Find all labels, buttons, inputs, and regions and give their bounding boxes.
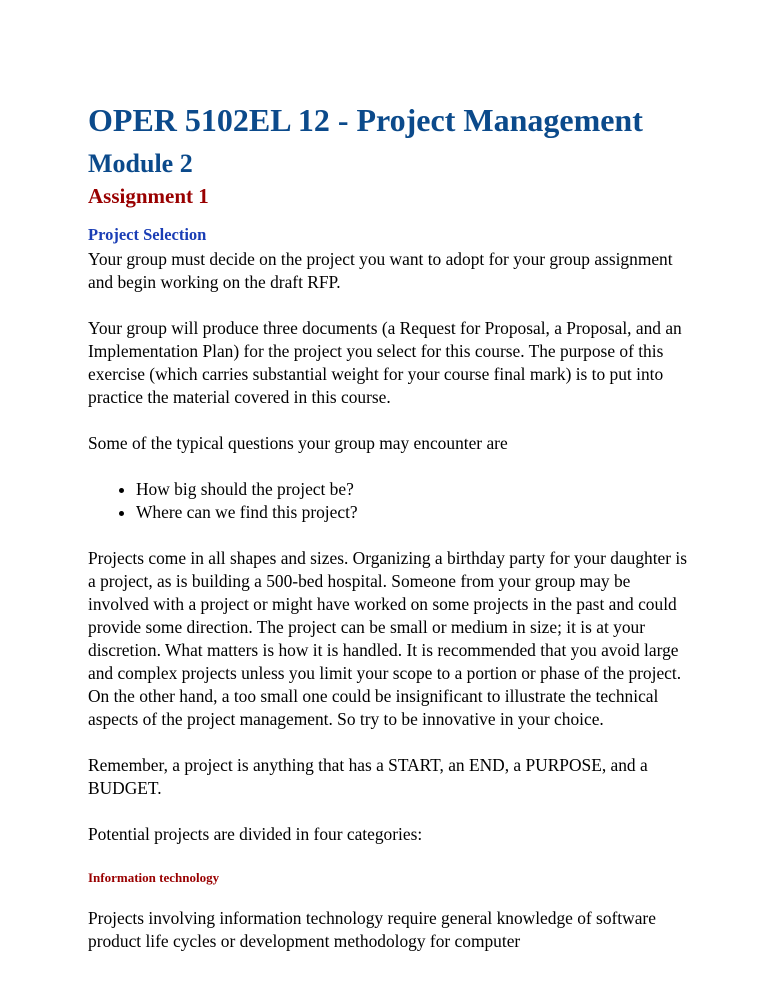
assignment-heading: Assignment 1 [88,184,209,208]
paragraph: Projects involving information technology require general knowledge of software product life cycles or development methodology for computer [88,908,656,951]
paragraph: Remember, a project is anything that has a START, an END, a PURPOSE, and a BUDGET. [88,755,648,798]
document-page [88,100,688,976]
paragraph: Some of the typical questions your group may encounter are [88,433,508,453]
paragraph: Projects come in all shapes and sizes. Organizing a birthday party for your daughter is a project, as is building a 500-bed hospital. Someone from your group may be involved with a project or might have worked on some projects in the past and could provide some direction. The project can be small or medium in size; it is at your discretion. What matters is how it is handled. It is recommended that you avoid large and complex projects unless you limit your scope to a portion or phase of the project. On the other hand, a too small one could be insignificant to illustrate the technical aspects of the project management. So try to be innovative in your choice. [88,548,688,729]
list-item: • How big should the project be? [136,478,688,501]
page-title: OPER 5102EL 12 - Project Management [88,102,643,138]
paragraph: Your group will produce three documents (a Request for Proposal, a Proposal, and an Implementation Plan) for the project you select for this course. The purpose of this exercise (which carries substantial weight for your course final mark) is to put into practice the material covered in this course. [88,318,682,407]
paragraph: Potential projects are divided in four categories: [88,824,423,844]
paragraph: Your group must decide on the project you want to adopt for your group assignment and begin working on the draft RFP. [88,249,673,292]
question-list [88,478,688,524]
section-heading: Project Selection [88,225,207,244]
module-heading: Module 2 [88,149,193,178]
subsection-heading: Information technology [88,870,220,885]
list-item: • Where can we find this project? [136,501,688,524]
